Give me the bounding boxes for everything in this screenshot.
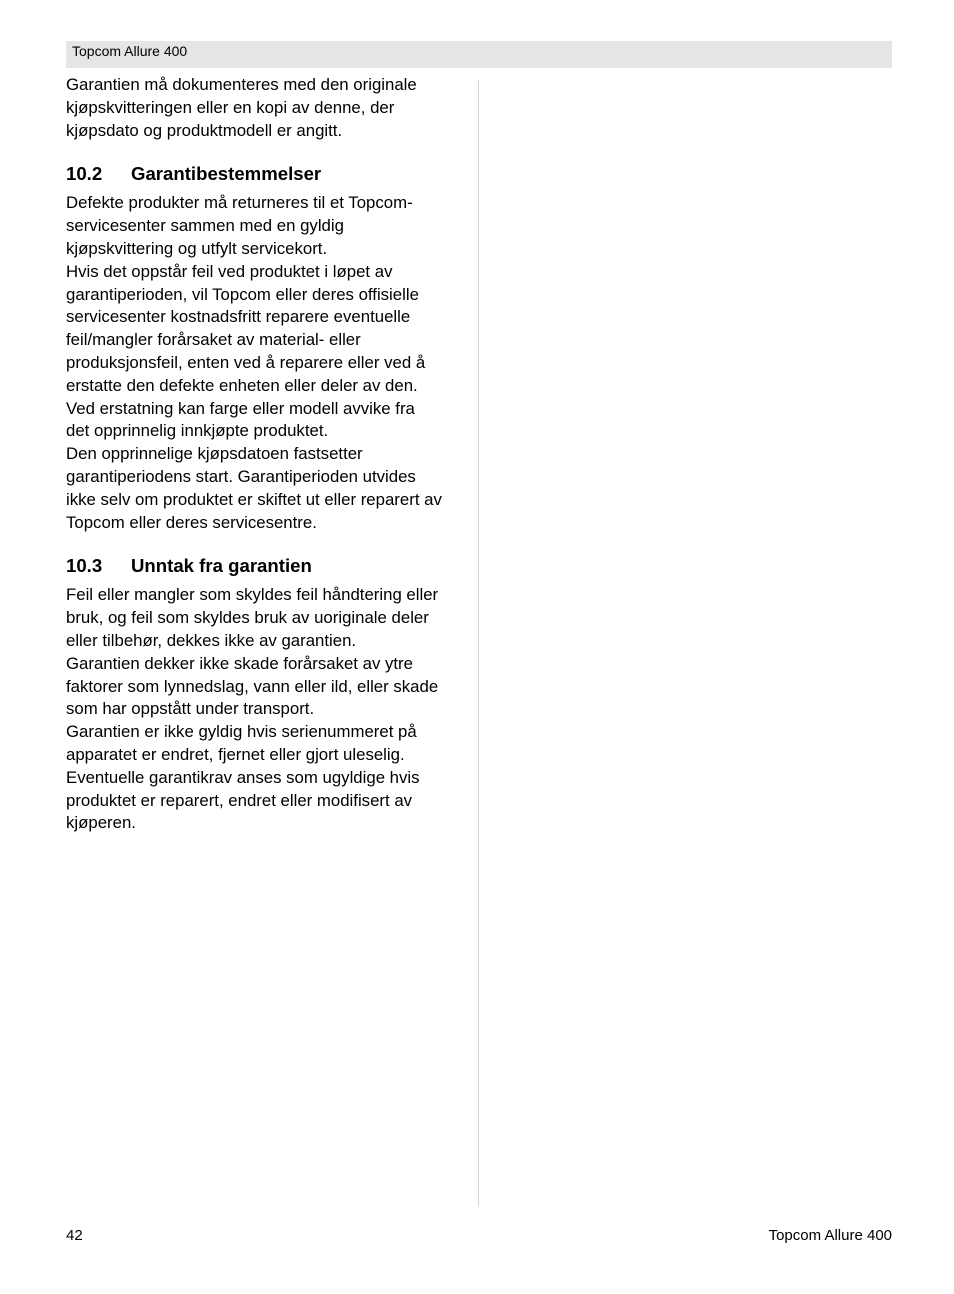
text-line: Garantien må dokumenteres med den originale [66,75,417,94]
text-line: Garantien dekker ikke skade forårsaket av ytre [66,653,413,673]
text-line: Den opprinnelige kjøpsdatoen fastsetter [66,444,363,464]
column-divider [478,80,479,1207]
section-10-3-body [66,584,466,835]
text-line: bruk, og feil som skyldes bruk av uoriginale deler [66,608,429,628]
text-line: kjøpskvitteringen eller en kopi av denne, der [66,97,395,117]
text-line: Feil eller mangler som skyldes feil håndtering eller [66,585,439,605]
section-number: 10.3 [66,555,103,577]
text-line: garantiperioden, vil Topcom eller deres offisielle [66,284,419,304]
text-line: som har oppstått under transport. [66,699,315,719]
text-line: apparatet er endret, fjernet eller gjort uleselig. [66,744,405,764]
running-header [66,41,892,68]
text-line: kjøpskvittering og utfylt servicekort. [66,238,328,258]
text-line: produksjonsfeil, enten ved å reparere eller ved å [66,352,426,372]
text-line: det opprinnelig innkjøpte produktet. [66,421,329,441]
section-10-2-body [66,192,466,534]
text-line: erstatte den defekte enheten eller deler av den. [66,375,418,395]
text-line: Defekte produkter må returneres til et Topcom- [66,193,413,213]
text-line: Ved erstatning kan farge eller modell avvike fra [66,398,415,418]
text-line: Garantien er ikke gyldig hvis serienummeret på [66,722,417,742]
section-heading-10-3 [66,554,466,578]
section-title: Garantibestemmelser [131,163,322,185]
text-line: eller tilbehør, dekkes ikke av garantien. [66,630,357,650]
page-number: 42 [66,1227,83,1244]
text-line: feil/mangler forårsaket av material- eller [66,330,361,350]
text-line: Eventuelle garantikrav anses som ugyldige hvis [66,767,420,787]
text-line: kjøperen. [66,813,136,833]
text-line: Hvis det oppstår feil ved produktet i løpet av [66,261,393,281]
section-number: 10.2 [66,163,103,185]
text-line: servicesenter kostnadsfritt reparere eventuelle [66,307,411,327]
header-title: Topcom Allure 400 [72,43,188,59]
section-heading-10-2 [66,162,466,186]
text-line: servicesenter sammen med en gyldig [66,216,344,236]
left-column [66,74,466,835]
text-line: Topcom eller deres servicesentre. [66,512,317,532]
text-line: garantiperiodens start. Garantiperioden utvides [66,466,416,486]
footer-title: Topcom Allure 400 [768,1227,892,1244]
intro-paragraph [66,74,466,142]
section-title: Unntak fra garantien [131,555,312,577]
text-line: produktet er reparert, endret eller modifisert av [66,790,413,810]
text-line: ikke selv om produktet er skiftet ut eller reparert av [66,489,442,509]
text-line: faktorer som lynnedslag, vann eller ild, eller skade [66,676,439,696]
text-line: kjøpsdato og produktmodell er angitt. [66,120,343,140]
